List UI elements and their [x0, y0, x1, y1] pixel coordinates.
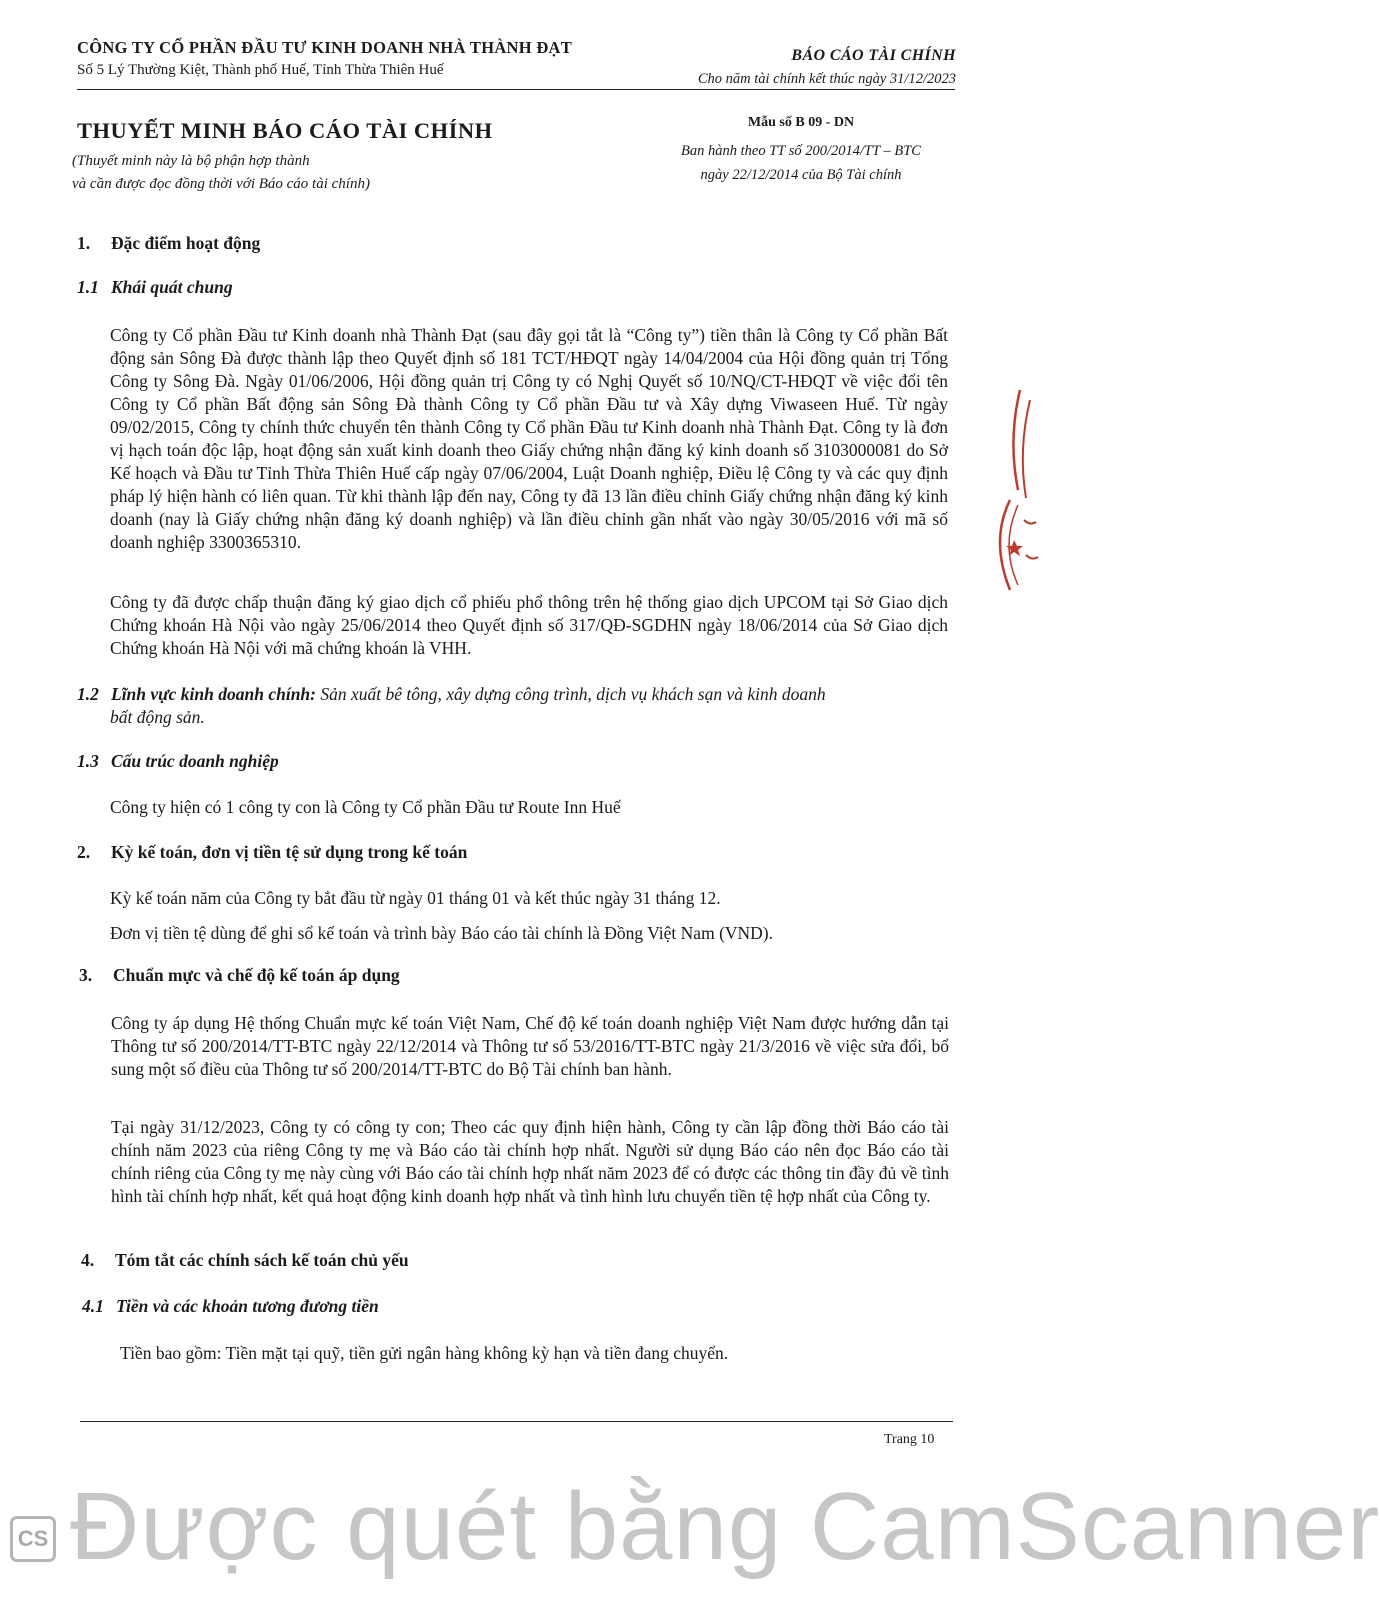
section-number: 1.	[77, 233, 91, 253]
page-number: Trang 10	[884, 1432, 935, 1447]
section-number: 1.1	[77, 277, 99, 297]
section-number: 4.1	[82, 1296, 104, 1316]
section-number: 3.	[79, 965, 93, 985]
document-subtitle	[72, 150, 370, 196]
scan-watermark	[0, 1473, 1380, 1611]
section-number: 1.2	[77, 684, 99, 704]
section-1-1-heading	[77, 277, 233, 298]
section-4-heading	[81, 1250, 409, 1271]
general-overview-paragraph: Công ty Cổ phần Đầu tư Kinh doanh nhà Thành Đạt (sau đây gọi tắt là “Công ty”) tiền thân là Công ty Cổ phần Bất động sản Sông Đà được thành lập theo Quyết định số 181 TCT/HĐQT ngày 14/04/2004 của Hội đồng quản trị Tổng Công ty Sông Đà. Ngày 01/06/2006, Hội đồng quản trị Công ty có Nghị Quyết số 10/NQ/CT-HĐQT về việc đổi tên Công ty Cổ phần Bất động sản Sông Đà thành Công ty Cổ phần Đầu tư và Xây dựng Viwaseen Huế. Từ ngày 09/02/2015, Công ty chính thức chuyển tên thành Công ty Cổ phần Đầu tư Kinh doanh nhà Thành Đạt. Công ty là đơn vị hạch toán độc lập, hoạt động sản xuất kinh doanh theo Giấy chứng nhận đăng ký kinh doanh số 3103000081 do Sở Kế hoạch và Đầu tư Tỉnh Thừa Thiên Huế cấp ngày 07/06/2004, Luật Doanh nghiệp, Điều lệ Công ty và các quy định pháp lý hiện hành có liên quan. Từ khi thành lập đến nay, Công ty đã 13 lần điều chỉnh Giấy chứng nhận đăng ký kinh doanh (nay là Giấy chứng nhận đăng ký doanh nghiệp) và lần điều chỉnh gần nhất vào ngày 30/05/2016 với mã số doanh nghiệp 3300365310.	[110, 325, 948, 552]
company-address: Số 5 Lý Thường Kiệt, Thành phố Huế, Tỉnh Thừa Thiên Huế	[77, 62, 444, 78]
section-1-heading	[77, 233, 260, 254]
section-3-heading	[79, 965, 400, 986]
section-number: 1.3	[77, 751, 99, 771]
subtitle-line-2: và cần được đọc đồng thời với Báo cáo tài chính)	[72, 176, 370, 192]
standards-paragraph: Công ty áp dụng Hệ thống Chuẩn mực kế toán Việt Nam, Chế độ kế toán doanh nghiệp Việt Nam được hướng dẫn tại Thông tư số 200/2014/TT-BTC ngày 22/12/2014 và Thông tư số 53/2016/TT-BTC ngày 21/3/2016 về việc sửa đổi, bổ sung một số điều của Thông tư số 200/2014/TT-BTC do Bộ Tài chính ban hành.	[111, 1013, 949, 1079]
document-title: THUYẾT MINH BÁO CÁO TÀI CHÍNH	[77, 118, 493, 143]
listing-paragraph: Công ty đã được chấp thuận đăng ký giao dịch cổ phiếu phổ thông trên hệ thống giao dịch UPCOM tại Sở Giao dịch Chứng khoán Hà Nội vào ngày 25/06/2014 theo Quyết định số 317/QĐ-SGDHN ngày 18/06/2014 của Sở Giao dịch Chứng khoán Hà Nội với mã chứng khoán là VHH.	[110, 592, 948, 658]
section-title: Tóm tắt các chính sách kế toán chủ yếu	[115, 1250, 409, 1270]
business-lines-label: Lĩnh vực kinh doanh chính:	[111, 684, 316, 704]
company-name: CÔNG TY CỔ PHẦN ĐẦU TƯ KINH DOANH NHÀ THÀNH ĐẠT	[77, 38, 573, 57]
report-period: Cho năm tài chính kết thúc ngày 31/12/2023	[697, 71, 956, 87]
section-title: Đặc điểm hoạt động	[111, 233, 261, 253]
watermark-text: Được quét bằng CamScanner	[70, 1473, 1380, 1580]
header-rule	[77, 89, 955, 90]
section-title: Chuẩn mực và chế độ kế toán áp dụng	[113, 965, 400, 985]
section-2-heading	[77, 842, 467, 863]
report-label: BÁO CÁO TÀI CHÍNH	[791, 47, 956, 64]
issued-line-2: ngày 22/12/2014 của Bộ Tài chính	[700, 167, 902, 183]
section-1-2-business-lines	[77, 683, 957, 729]
form-issued-note	[641, 139, 961, 187]
business-lines-text: Sản xuất bê tông, xây dựng công trình, dịch vụ khách sạn và kinh doanh	[315, 684, 826, 704]
issued-line-1: Ban hành theo TT số 200/2014/TT – BTC	[681, 143, 921, 159]
section-title: Khái quát chung	[111, 277, 233, 297]
section-title: Tiền và các khoản tương đương tiền	[116, 1296, 379, 1316]
section-4-1-heading	[82, 1296, 379, 1317]
section-number: 4.	[81, 1250, 95, 1270]
currency-paragraph: Đơn vị tiền tệ dùng để ghi sổ kế toán và trình bày Báo cáo tài chính là Đồng Việt Nam (VND).	[110, 923, 774, 943]
cash-paragraph: Tiền bao gồm: Tiền mặt tại quỹ, tiền gửi ngân hàng không kỳ hạn và tiền đang chuyển.	[120, 1343, 729, 1363]
structure-paragraph: Công ty hiện có 1 công ty con là Công ty Cổ phần Đầu tư Route Inn Huế	[110, 797, 621, 817]
business-lines-text-cont: bất động sản.	[110, 707, 205, 727]
section-1-3-heading	[77, 751, 279, 772]
section-title: Cấu trúc doanh nghiệp	[111, 751, 279, 771]
subtitle-line-1: (Thuyết minh này là bộ phận hợp thành	[72, 153, 310, 169]
section-title: Kỳ kế toán, đơn vị tiền tệ sử dụng trong kế toán	[111, 842, 468, 862]
footer-rule	[80, 1421, 953, 1422]
company-seal-fragment	[980, 380, 1044, 630]
camscanner-logo-icon: CS	[10, 1516, 56, 1562]
consolidation-paragraph: Tại ngày 31/12/2023, Công ty có công ty con; Theo các quy định hiện hành, Công ty cần lập đồng thời Báo cáo tài chính năm 2023 của riêng Công ty mẹ và Báo cáo tài chính hợp nhất. Người sử dụng Báo cáo nên đọc Báo cáo tài chính riêng của Công ty mẹ này cùng với Báo cáo tài chính hợp nhất năm 2023 để có được các thông tin đầy đủ về tình hình tài chính hợp nhất, kết quả hoạt động kinh doanh hợp nhất và tình hình lưu chuyển tiền tệ hợp nhất của Công ty.	[111, 1117, 949, 1206]
form-number: Mẫu số B 09 - DN	[747, 115, 855, 130]
section-number: 2.	[77, 842, 91, 862]
fiscal-year-paragraph: Kỳ kế toán năm của Công ty bắt đầu từ ngày 01 tháng 01 và kết thúc ngày 31 tháng 12.	[110, 888, 721, 908]
